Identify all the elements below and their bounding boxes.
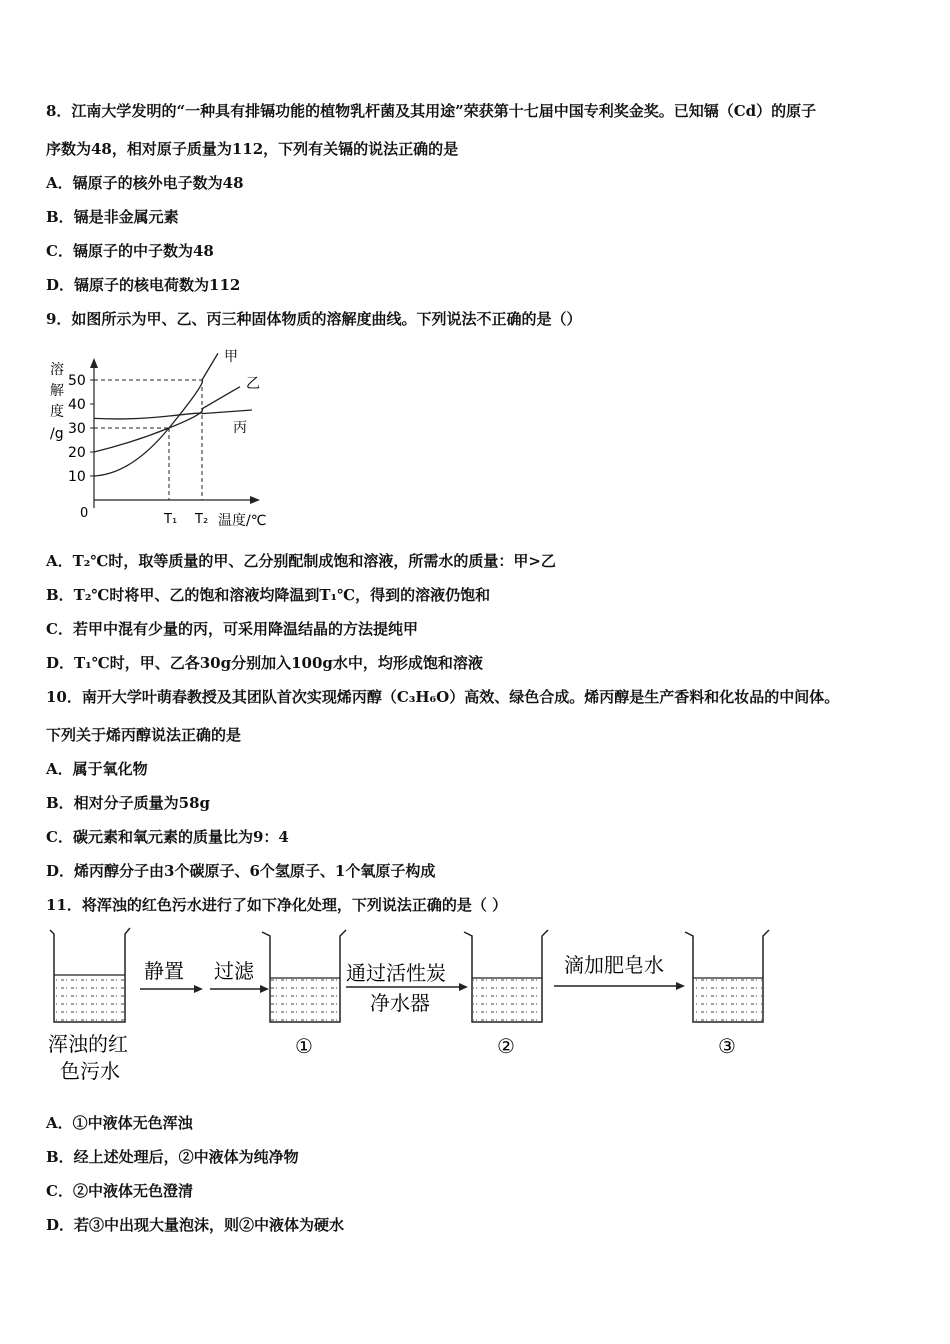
q9-option-b: B．T₂℃时将甲、乙的饱和溶液均降温到T₁℃，得到的溶液仍饱和	[46, 586, 491, 604]
q10-stem-line2: 下列关于烯丙醇说法正确的是	[46, 726, 242, 744]
purification-diagram	[40, 920, 780, 1090]
q11-option-a: A．①中液体无色浑浊	[46, 1114, 193, 1132]
origin-label: 0	[80, 506, 89, 521]
beaker-2-label: ②	[497, 1034, 515, 1058]
y-tick-label-20: 20	[68, 445, 86, 461]
q8-option-c: C．镉原子的中子数为48	[46, 242, 214, 260]
curve-bing	[94, 410, 252, 419]
step-filter-label: 过滤	[214, 959, 254, 983]
curve-label-yi: 乙	[246, 376, 260, 392]
q9-option-c: C．若甲中混有少量的丙，可采用降温结晶的方法提纯甲	[46, 620, 418, 638]
q8-option-a: A．镉原子的核外电子数为48	[46, 174, 244, 192]
arrow-settle-head	[194, 985, 203, 993]
beaker-3	[685, 930, 769, 1022]
beaker-1-label: ①	[295, 1034, 313, 1058]
solubility-chart	[40, 340, 290, 540]
y-tick-label-40: 40	[68, 397, 86, 413]
x-axis-label: 温度/℃	[218, 513, 267, 529]
y-label-char-1: 溶	[50, 362, 64, 378]
beaker-3-label: ③	[718, 1034, 736, 1058]
start-label-line2: 色污水	[60, 1059, 120, 1083]
q9-option-a: A．T₂℃时，取等质量的甲、乙分别配制成饱和溶液，所需水的质量：甲>乙	[46, 552, 556, 570]
step-settle-label: 静置	[144, 959, 184, 983]
y-axis-arrow	[90, 358, 98, 368]
beaker-2	[464, 930, 548, 1022]
step-carbon-label-line2: 净水器	[370, 991, 430, 1015]
q8-stem-line2: 序数为48，相对原子质量为112，下列有关镉的说法正确的是	[46, 140, 459, 158]
beaker-muddy-water	[50, 928, 130, 1022]
curve-label-bing: 丙	[233, 420, 247, 436]
q8-option-b: B．镉是非金属元素	[46, 208, 179, 226]
step-soap-label: 滴加肥皂水	[564, 953, 664, 977]
q9-stem: 9．如图所示为甲、乙、丙三种固体物质的溶解度曲线。下列说法不正确的是（）	[46, 310, 582, 328]
q8-stem-line1: 8．江南大学发明的“一种具有排镉功能的植物乳杆菌及其用途”荣获第十七届中国专利奖金奖。已知镉（Cd）的原子	[46, 102, 817, 120]
q10-option-c: C．碳元素和氧元素的质量比为9：4	[46, 828, 289, 846]
curve-label-jia: 甲	[224, 349, 238, 365]
y-tick-label-50: 50	[68, 373, 86, 389]
arrow-carbon-head	[459, 983, 468, 991]
q11-option-c: C．②中液体无色澄清	[46, 1182, 193, 1200]
curve-jia	[94, 353, 218, 476]
q10-option-b: B．相对分子质量为58g	[46, 794, 211, 812]
start-label-line1: 浑浊的红	[48, 1032, 128, 1056]
y-label-char-3: 度	[50, 404, 64, 420]
y-tick-label-10: 10	[68, 469, 86, 485]
q9-option-d: D．T₁℃时，甲、乙各30g分别加入100g水中，均形成饱和溶液	[46, 654, 483, 672]
beaker-1	[262, 930, 346, 1022]
q11-option-d: D．若③中出现大量泡沫，则②中液体为硬水	[46, 1216, 345, 1234]
x-tick-label-t1: T₁	[164, 512, 178, 527]
arrow-filter-head	[260, 985, 269, 993]
y-label-char-2: 解	[50, 383, 64, 399]
arrow-soap-head	[676, 982, 685, 990]
y-label-char-4: /g	[50, 426, 64, 442]
x-axis-arrow	[250, 496, 260, 504]
q8-option-d: D．镉原子的核电荷数为112	[46, 276, 241, 294]
x-tick-label-t2: T₂	[195, 512, 209, 527]
step-carbon-label-line1: 通过活性炭	[346, 961, 446, 985]
q10-option-d: D．烯丙醇分子由3个碳原子、6个氢原子、1个氧原子构成	[46, 862, 436, 880]
q10-stem-line1: 10．南开大学叶萌春教授及其团队首次实现烯丙醇（C₃H₆O）高效、绿色合成。烯丙醇是生产香料和化妆品的中间体。	[46, 688, 840, 706]
q10-option-a: A．属于氧化物	[46, 760, 148, 778]
q11-option-b: B．经上述处理后，②中液体为纯净物	[46, 1148, 299, 1166]
y-tick-label-30: 30	[68, 421, 86, 437]
q11-stem: 11．将浑浊的红色污水进行了如下净化处理，下列说法正确的是（ ）	[46, 896, 508, 914]
